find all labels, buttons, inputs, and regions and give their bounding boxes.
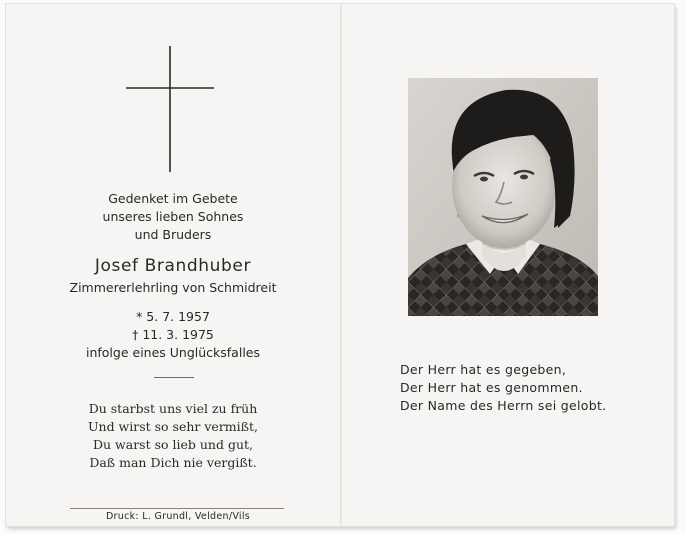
intro-line: unseres lieben Sohnes [102, 209, 244, 224]
right-panel [342, 4, 674, 526]
poem-line: Du starbst uns viel zu früh [88, 401, 258, 416]
deceased-name: Josef Brandhuber [94, 256, 252, 276]
poem-line: Daß man Dich nie vergißt. [89, 455, 257, 470]
poem-line: Und wirst so sehr vermißt, [87, 419, 258, 434]
left-panel [6, 4, 340, 526]
portrait-photo [408, 78, 598, 316]
memorial-card [6, 4, 674, 526]
life-dates [6, 308, 340, 362]
printer-rule [70, 508, 284, 509]
death-date: † 11. 3. 1975 [132, 327, 214, 342]
poem [6, 400, 340, 472]
bible-verse [400, 361, 606, 415]
printer-credit: Druck: L. Grundl, Velden/Vils [105, 511, 251, 522]
intro-line: Gedenket im Gebete [108, 191, 238, 206]
verse-line: Der Herr hat es genommen. [400, 380, 583, 395]
poem-line: Du warst so lieb und gut, [93, 437, 253, 452]
occupation: Zimmererlehrling von Schmidreit [69, 280, 277, 295]
birth-date: * 5. 7. 1957 [136, 309, 210, 324]
intro-line: und Bruders [134, 227, 212, 242]
cross-icon [126, 46, 214, 172]
separator-line [154, 377, 194, 378]
verse-line: Der Name des Herrn sei gelobt. [400, 398, 607, 413]
cause-of-death: infolge eines Unglücksfalles [85, 345, 260, 360]
intro-text [6, 190, 340, 244]
verse-line: Der Herr hat es gegeben, [400, 362, 567, 377]
